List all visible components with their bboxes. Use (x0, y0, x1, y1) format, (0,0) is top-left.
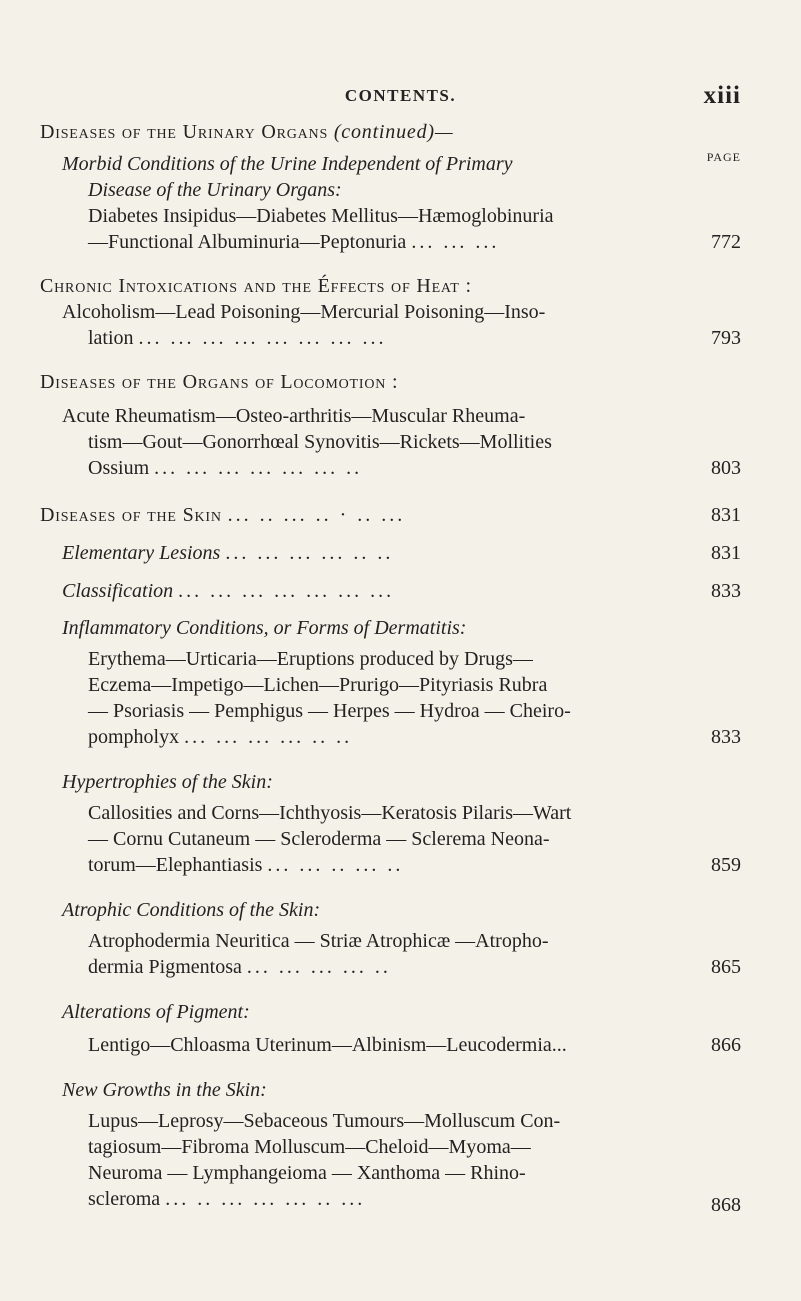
dot-leader: ... .. ... ... ... .. ... (165, 1188, 366, 1210)
dot-leader: ... ... .. ... .. (267, 854, 404, 876)
page-ref: 803 (711, 457, 741, 479)
entry-line: tagiosum—Fibroma Molluscum—Cheloid—Myoma— (88, 1136, 531, 1158)
entry-text: scleroma (88, 1188, 161, 1210)
entry-line: Lentigo—Chloasma Uterinum—Albinism—Leucodermia... (88, 1034, 567, 1056)
section-heading-intoxications: Chronic Intoxications and the Éffects of Heat : (40, 275, 472, 297)
subsection-heading-cont: Disease of the Urinary Organs: (88, 179, 342, 201)
entry-line: Lupus—Leprosy—Sebaceous Tumours—Molluscum Con- (88, 1110, 561, 1132)
page-column-label: PAGE (706, 150, 741, 164)
entry-line: — Cornu Cutaneum — Scleroderma — Sclerema Neona- (88, 828, 550, 850)
entry-text: pompholyx (88, 726, 180, 748)
subsection-heading: Hypertrophies of the Skin: (62, 771, 273, 793)
entry-line (88, 456, 362, 480)
subsection-heading: New Growths in the Skin: (62, 1079, 267, 1101)
page-header-title: CONTENTS. (344, 86, 457, 105)
subsection-heading: Morbid Conditions of the Urine Independent of Primary (62, 153, 513, 175)
dot-leader: ... ... ... ... ... ... ... (178, 580, 395, 602)
entry-line: Atrophodermia Neuritica — Striæ Atrophicæ —Atropho- (88, 930, 549, 952)
entry-text: dermia Pigmentosa (88, 956, 242, 978)
page-ref: 865 (711, 956, 741, 978)
entry-line: Diabetes Insipidus—Diabetes Mellitus—Hæmoglobinuria (88, 205, 554, 227)
entry-line: — Psoriasis — Pemphigus — Herpes — Hydroa — Cheiro- (88, 700, 571, 722)
entry-text: Classification (62, 580, 174, 602)
page-ref: 866 (711, 1034, 741, 1056)
page-ref: 868 (711, 1194, 741, 1216)
entry-text: lation (88, 327, 134, 349)
entry-line (88, 1187, 365, 1211)
subsection-heading: Alterations of Pigment: (62, 1001, 250, 1023)
entry-line (88, 326, 387, 350)
entry-line: Acute Rheumatism—Osteo-arthritis—Muscular Rheuma- (62, 405, 526, 427)
page-ref: 772 (711, 231, 741, 253)
dot-leader: ... .. ... .. · .. ... (227, 504, 406, 526)
dot-leader: ... ... ... ... ... ... ... ... (138, 327, 387, 349)
section-title: Diseases of the Urinary Organs (40, 121, 329, 143)
page-ref: 833 (711, 580, 741, 602)
entry-line (88, 955, 391, 979)
subsection-entry (62, 579, 394, 603)
entry-text: —Functional Albuminuria—Peptonuria (88, 231, 407, 253)
dot-leader: ... ... ... ... .. (246, 956, 391, 978)
section-title: Diseases of the Skin (40, 504, 222, 526)
entry-line: Alcoholism—Lead Poisoning—Mercurial Poisoning—Inso- (62, 301, 546, 323)
entry-line (88, 853, 403, 877)
dot-leader: ... ... ... ... .. .. (225, 542, 394, 564)
dot-leader: ... ... ... (411, 231, 500, 253)
page-ref: 859 (711, 854, 741, 876)
entry-line: Neuroma — Lymphangeioma — Xanthoma — Rhino- (88, 1162, 526, 1184)
entry-line: Eczema—Impetigo—Lichen—Prurigo—Pityriasis Rubra (88, 674, 548, 696)
entry-text: Ossium (88, 457, 150, 479)
entry-line: Callosities and Corns—Ichthyosis—Keratosis Pilaris—Wart (88, 802, 572, 824)
dot-leader: ... ... ... ... ... ... .. (154, 457, 363, 479)
entry-line (88, 725, 352, 749)
entry-line: Erythema—Urticaria—Eruptions produced by Drugs— (88, 648, 533, 670)
page-ref: 793 (711, 327, 741, 349)
page-ref: 831 (711, 542, 741, 564)
page-ref: 833 (711, 726, 741, 748)
page-number: xiii (703, 82, 741, 109)
subsection-heading: Inflammatory Conditions, or Forms of Dermatitis: (62, 617, 467, 639)
section-continued: (continued)— (333, 121, 454, 143)
subsection-entry (62, 541, 393, 565)
entry-line: tism—Gout—Gonorrhœal Synovitis—Rickets—Mollities (88, 431, 552, 453)
entry-text: torum—Elephantiasis (88, 854, 263, 876)
page-ref: 831 (711, 504, 741, 526)
subsection-heading: Atrophic Conditions of the Skin: (62, 899, 321, 921)
entry-line (88, 230, 499, 254)
section-heading-skin (40, 503, 405, 527)
entry-text: Elementary Lesions (62, 542, 221, 564)
dot-leader: ... ... ... ... .. .. (184, 726, 353, 748)
section-heading-locomotion: Diseases of the Organs of Locomotion : (40, 371, 399, 393)
section-heading-urinary (40, 120, 453, 144)
